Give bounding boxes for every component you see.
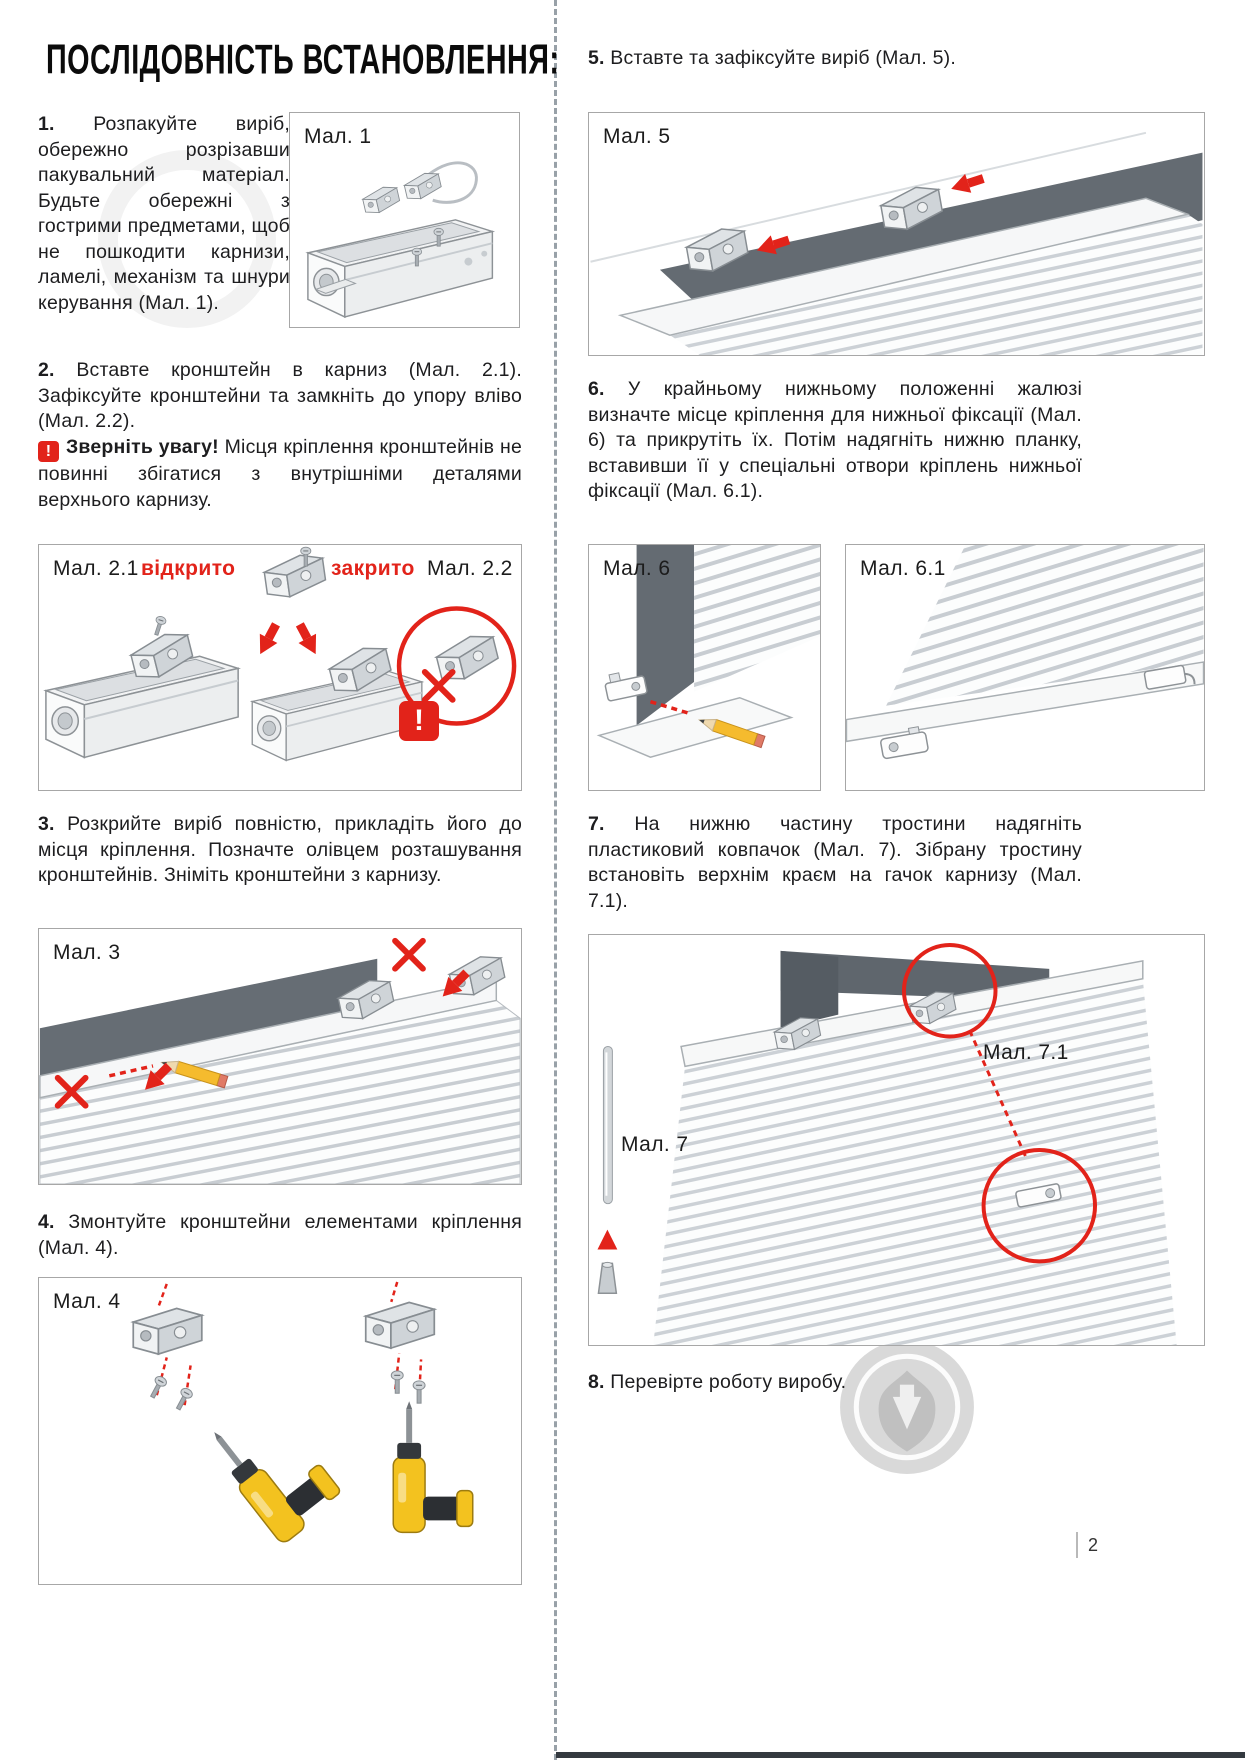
figure-2 [38, 544, 522, 791]
step-2-warning [38, 435, 522, 514]
figure-6-1-label: Мал. 6.1 [860, 557, 946, 580]
warning-text: Місця кріплення кронштейнів не повинні збігатися з внутрішніми деталями верхнього карнизу. [38, 435, 522, 511]
red-x-icon [395, 941, 423, 969]
bracket-icon [434, 631, 501, 684]
figure-2-2-label: Мал. 2.2 [427, 557, 513, 580]
screw-icon [413, 1381, 425, 1403]
bracket-icon [361, 184, 401, 215]
bracket-mounting-illustration [39, 545, 521, 790]
screw-icon [151, 615, 166, 636]
bracket-icon [133, 1308, 202, 1354]
step-3-number: 3. [38, 813, 55, 835]
warning-exclamation-badge: ! [399, 701, 439, 741]
step-2-paragraph [38, 358, 522, 513]
page-number-value: 2 [1088, 1534, 1099, 1555]
figure-7-label: Мал. 7 [621, 1133, 689, 1156]
plastic-cap-icon [598, 1262, 616, 1293]
red-up-arrow-icon [597, 1230, 617, 1250]
red-x-icon [425, 672, 453, 700]
figure-4-label: Мал. 4 [53, 1290, 121, 1313]
step-4-number: 4. [38, 1211, 55, 1233]
figure-2-open-label: відкрито [141, 557, 236, 580]
figure-7-1-label: Мал. 7.1 [983, 1041, 1069, 1064]
page-bottom-edge [556, 1752, 1245, 1758]
step-8-number: 8. [588, 1371, 605, 1393]
window-frame-side-shape [781, 951, 839, 1029]
figure-1-label: Мал. 1 [304, 125, 372, 148]
windowsill-shape [599, 698, 791, 757]
tilt-wand-icon [603, 1046, 612, 1203]
step-8-paragraph [588, 1370, 1082, 1396]
blind-slats-shape [653, 979, 1176, 1345]
figure-6-label: Мал. 6 [603, 557, 671, 580]
figure-1 [289, 112, 520, 328]
figure-5-label: Мал. 5 [603, 125, 671, 148]
step-6-paragraph [588, 377, 1082, 505]
figure-4 [38, 1277, 522, 1585]
marking-positions-illustration [39, 929, 521, 1184]
step-7-paragraph [588, 812, 1082, 914]
cornice-icon [308, 220, 492, 317]
step-5-paragraph [588, 46, 1148, 72]
figure-2-1-label: Мал. 2.1 [53, 557, 139, 580]
screw-icon [391, 1371, 403, 1393]
step-1-text: Розпакуйте виріб, обережно розрізавши пакувальний матеріал. Будьте обережні з гострими предметами, щоб не пошкодити карнизи, ламелі, механізм та шнури керування (Мал. 1). [38, 113, 291, 314]
column-divider [554, 0, 557, 1760]
step-5-number: 5. [588, 47, 605, 69]
red-arrow-icon [291, 620, 324, 659]
blind-slats-shape [694, 545, 820, 692]
drill-icon [202, 1393, 345, 1545]
figure-3-label: Мал. 3 [53, 941, 121, 964]
bracket-icon [366, 1302, 435, 1348]
step-2-number: 2. [38, 359, 55, 381]
insert-product-illustration [589, 113, 1204, 355]
figure-6-1 [845, 544, 1205, 791]
warning-title: Зверніть увагу! [66, 435, 219, 458]
drilling-brackets-illustration [39, 1278, 521, 1584]
step-1-number: 1. [38, 113, 55, 135]
step-3-text: Розкрийте виріб повністю, прикладіть його до місця кріплення. Позначте олівцем розташування кронштейнів. Зніміть кронштейни з карнизу. [38, 813, 522, 886]
step-1-paragraph [38, 112, 290, 316]
step-4-paragraph [38, 1210, 522, 1261]
red-arrow-icon [251, 620, 284, 659]
step-8-text: Перевірте роботу виробу. [610, 1371, 847, 1393]
figure-5 [588, 112, 1205, 356]
figure-7 [588, 934, 1205, 1346]
step-4-text: Змонтуйте кронштейни елементами кріплення (Мал. 4). [38, 1211, 523, 1259]
step-7-number: 7. [588, 813, 605, 835]
figure-6 [588, 544, 821, 791]
bottom-fixation-marking-illustration [589, 545, 820, 790]
page-title: ПОСЛІДОВНІСТЬ ВСТАНОВЛЕННЯ: [46, 36, 560, 83]
bracket-icon [263, 552, 327, 600]
step-6-text: У крайньому нижньому положенні жалюзі визначте місце кріплення для нижньої фіксації (Мал. 6) та прикрутіть їх. Потім надягніть нижню планку, вставивши її у спеціальні отвори кріплень нижньої фіксації (Мал. 6.1). [588, 378, 1082, 502]
figure-2-closed-label: закрито [331, 557, 415, 580]
warning-icon: ! [38, 441, 59, 462]
step-6-number: 6. [588, 378, 605, 400]
step-7-text: На нижню частину тростини надягніть пластиковий ковпачок (Мал. 7). Зібрану тростину встановіть верхнім краєм на гачок карнизу (Мал. 7.1). [588, 813, 1082, 912]
figure-3 [38, 928, 522, 1185]
screw-icon [147, 1375, 168, 1400]
bracket-icon [403, 170, 443, 201]
drill-icon [393, 1401, 472, 1532]
step-3-paragraph [38, 812, 522, 889]
screw-icon [173, 1387, 194, 1412]
step-5-text: Вставте та зафіксуйте виріб (Мал. 5). [610, 47, 956, 69]
bottom-rail-insert-illustration [846, 545, 1204, 790]
brand-watermark [836, 1336, 978, 1478]
step-2-text: Вставте кронштейн в карниз (Мал. 2.1). Зафіксуйте кронштейни та замкніть до упору вліво (Мал. 2.2). [38, 359, 522, 432]
page-number [1076, 1532, 1098, 1558]
